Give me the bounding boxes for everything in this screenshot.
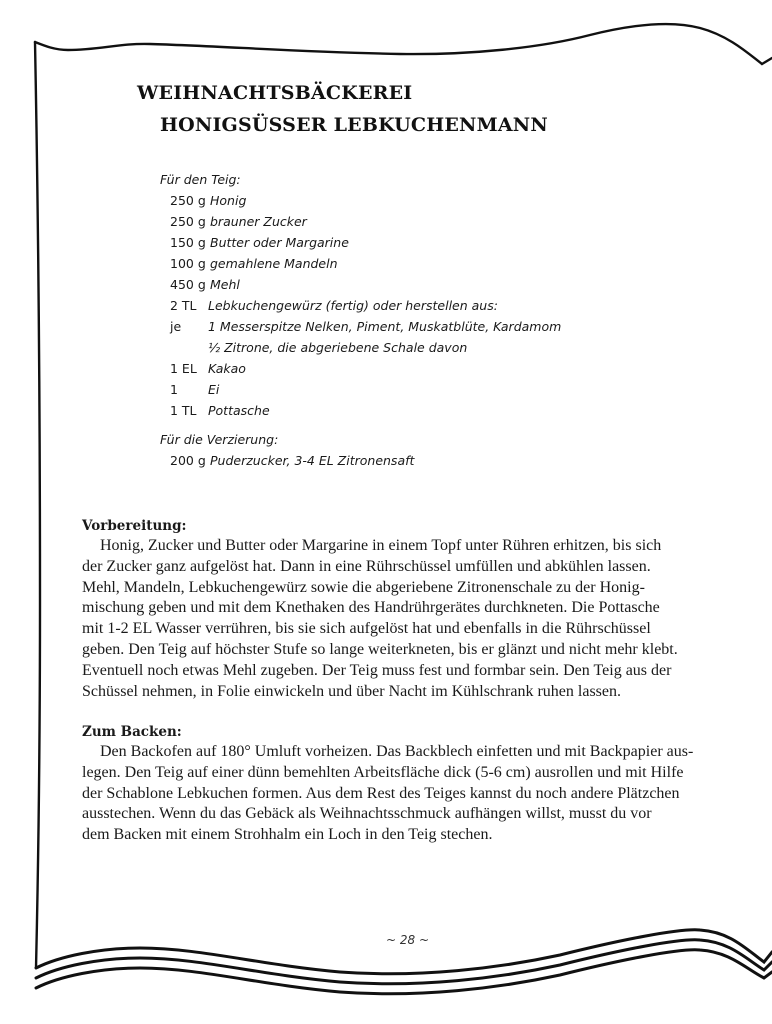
paragraph [82, 536, 702, 702]
preparation-heading: Vorbereitung: [82, 518, 187, 534]
ingredient-text: Butter oder Margarine [210, 235, 349, 250]
preparation-section [82, 516, 702, 702]
text-line: ausstechen. Wenn du das Gebäck als Weihnachtsschmuck aufhängen willst, musst du vor [82, 805, 652, 823]
category-title: WEIHNACHTSBÄCKEREI [137, 82, 413, 104]
ingredient-amount: 250 g [170, 214, 206, 229]
text-line: legen. Den Teig auf einer dünn bemehlten Arbeitsfläche dick (5-6 cm) ausrollen und mit Hilfe [82, 763, 684, 781]
ingredient-text: 1 Messerspitze Nelken, Piment, Muskatblüte, Kardamom [208, 319, 562, 334]
ingredient-amount: 1 EL [170, 361, 197, 376]
ingredient-amount: 2 TL [170, 298, 197, 313]
text-line: mischung geben und mit dem Knethaken des Handrührgerätes durchkneten. Die Pottasche [82, 599, 660, 617]
page-number: ~ 28 ~ [386, 933, 430, 947]
text-line: Honig, Zucker und Butter oder Margarine in einem Topf unter Rühren erhitzen, bis sich [100, 537, 662, 554]
ingredient-text: Kakao [208, 361, 246, 376]
ingredient-text: Puderzucker, 3-4 EL Zitronensaft [210, 453, 415, 468]
dough-ingredients [160, 172, 590, 432]
ingredient-text: Pottasche [208, 403, 270, 418]
text-line: Schüssel nehmen, in Folie einwickeln und über Nacht im Kühlschrank ruhen lassen. [82, 682, 621, 700]
text-line: dem Backen mit einem Strohhalm ein Loch in den Teig stechen. [82, 826, 493, 844]
ingredient-amount: 1 TL [170, 403, 197, 418]
ingredient-amount: je [170, 319, 182, 334]
dough-heading: Für den Teig: [160, 172, 241, 187]
ingredient-text: Ei [208, 382, 220, 397]
baking-heading: Zum Backen: [82, 724, 182, 740]
decoration-heading: Für die Verzierung: [160, 432, 279, 447]
top-border-wave [35, 24, 772, 64]
bottom-border-wave-3 [36, 950, 772, 994]
text-line: Eventuell noch etwas Mehl zugeben. Der Teig muss fest und formbar sein. Den Teig aus der [82, 661, 672, 679]
ingredient-text: ½ Zitrone, die abgeriebene Schale davon [208, 340, 468, 355]
ingredient-amount: 1 [170, 382, 178, 397]
ingredient-text: Honig [210, 193, 247, 208]
recipe-title: HONIGSÜSSER LEBKUCHENMANN [160, 114, 548, 136]
text-line: Den Backofen auf 180° Umluft vorheizen. Das Backblech einfetten und mit Backpapier aus- [100, 743, 694, 760]
text-line: der Zucker ganz aufgelöst hat. Dann in eine Rührschüssel umfüllen und abkühlen lassen. [82, 557, 651, 575]
decoration-ingredients [160, 432, 590, 482]
ingredient-amount: 200 g [170, 453, 206, 468]
ingredient-amount: 450 g [170, 277, 206, 292]
text-line: Mehl, Mandeln, Lebkuchengewürz sowie die abgeriebene Zitronenschale zu der Honig- [82, 578, 645, 596]
ingredient-text: Lebkuchengewürz (fertig) oder herstellen aus: [208, 298, 498, 313]
ingredient-text: gemahlene Mandeln [210, 256, 338, 271]
paragraph [82, 742, 702, 846]
ingredient-text: brauner Zucker [210, 214, 307, 229]
text-line: der Schablone Lebkuchen formen. Aus dem Rest des Teiges kannst du noch andere Plätzchen [82, 784, 680, 802]
ingredient-amount: 100 g [170, 256, 206, 271]
ingredient-amount: 250 g [170, 193, 206, 208]
text-line: geben. Den Teig auf höchster Stufe so lange weiterkneten, bis er glänzt und nicht mehr klebt. [82, 640, 678, 658]
text-line: mit 1-2 EL Wasser verrühren, bis sie sich aufgelöst hat und ebenfalls in die Rührschüssel [82, 620, 651, 638]
left-border-line [35, 42, 40, 968]
ingredient-text: Mehl [210, 277, 240, 292]
ingredient-amount: 150 g [170, 235, 206, 250]
baking-section [82, 722, 702, 846]
